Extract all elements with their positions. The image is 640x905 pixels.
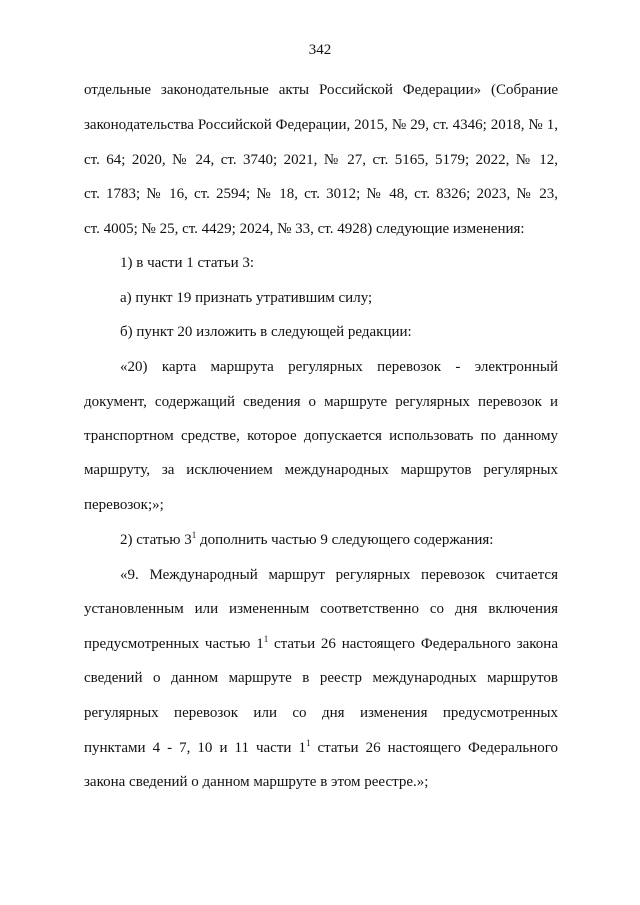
text-line bbox=[84, 634, 558, 654]
text-fragment: статьи 26 настоящего Федерального закона bbox=[268, 636, 558, 652]
text-line: ст. 4005; № 25, ст. 4429; 2024, № 33, ст. 4928) следующие изменения: bbox=[84, 221, 525, 237]
text-line: отдельные законодательные акты Российской Федерации» (Собрание bbox=[84, 82, 558, 98]
text-line: ст. 64; 2020, № 24, ст. 3740; 2021, № 27, ст. 5165, 5179; 2022, № 12, bbox=[84, 152, 558, 168]
text-line: транспортном средстве, которое допускается использовать по данному bbox=[84, 428, 558, 444]
text-line: установленным или измененным соответственно со дня включения bbox=[84, 601, 558, 617]
page-number: 342 bbox=[308, 42, 332, 58]
text-line bbox=[120, 530, 493, 550]
text-line: закона сведений о данном маршруте в этом реестре.»; bbox=[84, 774, 429, 790]
text-line: сведений о данном маршруте в реестр международных маршрутов bbox=[84, 670, 558, 686]
text-fragment: предусмотренных частью 1 bbox=[84, 636, 264, 652]
superscript: 1 bbox=[305, 738, 311, 748]
text-fragment: пунктами 4 - 7, 10 и 11 части 1 bbox=[84, 740, 306, 756]
text-line: «9. Международный маршрут регулярных перевозок считается bbox=[120, 567, 558, 583]
superscript: 1 bbox=[263, 634, 269, 644]
text-line: 1) в части 1 статьи 3: bbox=[120, 255, 255, 271]
text-fragment: 2) статью 3 bbox=[120, 532, 192, 548]
text-line bbox=[84, 738, 558, 758]
text-line: ст. 1783; № 16, ст. 2594; № 18, ст. 3012; № 48, ст. 8326; 2023, № 23, bbox=[84, 186, 558, 202]
text-line: б) пункт 20 изложить в следующей редакции: bbox=[120, 324, 412, 340]
text-line: перевозок;»; bbox=[84, 497, 164, 513]
text-line: «20) карта маршрута регулярных перевозок - электронный bbox=[120, 359, 558, 375]
text-fragment: статьи 26 настоящего Федерального bbox=[310, 740, 559, 756]
text-line: а) пункт 19 признать утратившим силу; bbox=[120, 290, 373, 306]
text-fragment: дополнить частью 9 следующего содержания: bbox=[196, 532, 494, 548]
text-line: законодательства Российской Федерации, 2015, № 29, ст. 4346; 2018, № 1, bbox=[84, 117, 558, 133]
text-line: регулярных перевозок или со дня изменения предусмотренных bbox=[84, 705, 558, 721]
superscript: 1 bbox=[191, 530, 197, 540]
text-line: документ, содержащий сведения о маршруте регулярных перевозок и bbox=[84, 394, 558, 410]
text-line: маршруту, за исключением международных маршрутов регулярных bbox=[84, 462, 558, 478]
